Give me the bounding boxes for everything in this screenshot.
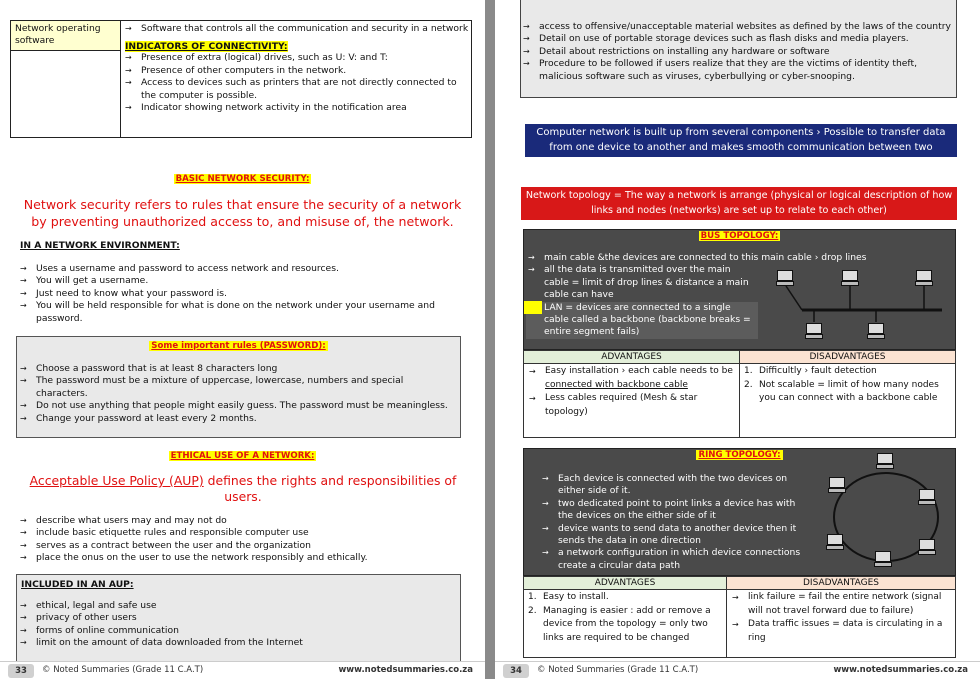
environment-item: → You will be held responsible for what is done on the network under your username and password. <box>18 300 463 325</box>
nos-definition: → Software that controls all the communication and security in a network <box>123 23 469 35</box>
indicator-item: → Indicator showing network activity in the notification area <box>123 102 469 114</box>
bus-dis-num: 1. <box>744 366 753 376</box>
page-34 <box>495 0 980 679</box>
nos-table <box>10 20 472 138</box>
bus-advantage: → Less cables required (Mesh & star topology) <box>527 392 736 419</box>
environment-item: → You will get a username. <box>18 275 463 287</box>
ring-item: → Each device is connected with the two devices on either side of it. <box>540 473 812 498</box>
bus-adv-header: ADVANTAGES <box>524 351 740 364</box>
security-definition: Network security refers to rules that ensure the security of a network by preventing unauthorized access to, and misuse of, the network. <box>23 197 462 229</box>
aup-continued-box <box>520 0 957 98</box>
ring-advantage-text: Easy to install. <box>543 592 609 602</box>
ring-disadvantage: → Data traffic issues = data is circulating in a ring <box>730 618 952 645</box>
aup-item: → describe what users may and may not do <box>18 515 463 527</box>
bus-advantage-underlined: connected with backbone cable <box>545 379 688 390</box>
footer-brand: © Noted Summaries (Grade 11 C.A.T) <box>537 665 699 675</box>
included-item: → privacy of other users <box>18 612 460 624</box>
footer-left <box>0 661 485 679</box>
bus-advantage: → Easy installation › each cable needs to be connected with backbone cable <box>527 365 736 392</box>
ring-advantage <box>527 591 723 605</box>
bus-disadvantage <box>743 365 952 379</box>
page-33 <box>0 0 485 679</box>
indicator-item: → Presence of extra (logical) drives, such as U: V: and T: <box>123 52 469 64</box>
ring-adv-header: ADVANTAGES <box>524 577 727 590</box>
ring-adv-table <box>523 576 956 658</box>
password-rule: → The password must be a mixture of uppercase, lowercase, numbers and special characters. <box>18 375 456 400</box>
included-item: → forms of online communication <box>18 625 460 637</box>
environment-item: → Just need to know what your password is. <box>18 288 463 300</box>
ring-topology-list <box>540 473 812 572</box>
bus-item: → LAN = devices are connected to a single cable called a backbone (backbone breaks = entire segment fails) <box>526 302 758 339</box>
ring-computer-icon <box>826 534 844 551</box>
ring-advantage <box>527 605 723 646</box>
bus-advantages-cell <box>524 364 740 438</box>
bus-computer-icon <box>867 323 885 340</box>
ring-adv-num: 2. <box>528 605 537 616</box>
included-aup-box <box>16 574 461 664</box>
ring-computer-icon <box>918 539 936 556</box>
ring-advantage-text: Managing is easier : add or remove a device from the topology = only two links are required to be changed <box>543 605 711 643</box>
bus-adv-table <box>523 350 956 438</box>
aup-continued-item: → Procedure to be followed if users realize that they are the victims of identity theft, malicious software such as viruses, cyberbullying or cyber-snooping. <box>521 58 952 83</box>
footer-brand: © Noted Summaries (Grade 11 C.A.T) <box>42 665 204 675</box>
ethical-title-wrap <box>0 450 485 461</box>
included-aup-title: INCLUDED IN AN AUP: <box>21 579 134 590</box>
password-rules-title: Some important rules (PASSWORD): <box>151 341 326 351</box>
ethical-title: ETHICAL USE OF A NETWORK: <box>170 451 315 461</box>
bus-topology-title: BUS TOPOLOGY: <box>700 231 779 241</box>
aup-continued-item: → access to offensive/unacceptable material websites as defined by the laws of the country <box>521 21 952 33</box>
bus-disadvantage-text: Not scalable = limit of how many nodes you can connect with a backbone cable <box>759 379 939 403</box>
environment-item: → Uses a username and password to access network and resources. <box>18 263 463 275</box>
components-banner <box>525 124 957 168</box>
bus-item: → all the data is transmitted over the main cable = limit of drop lines & distance a main cable can have <box>526 264 758 301</box>
ring-computer-icon <box>876 453 894 470</box>
bus-computer-icon <box>776 270 794 287</box>
ring-disadvantages-cell <box>727 590 956 658</box>
nos-term-filler <box>11 51 121 137</box>
page-number: 34 <box>503 664 529 678</box>
password-rules-box <box>16 336 461 438</box>
indicator-item: → Access to devices such as printers that are not directly connected to the computer is possible. <box>123 77 469 102</box>
ring-topology-title: RING TOPOLOGY: <box>698 450 781 460</box>
ring-computer-icon <box>874 551 892 568</box>
ring-computer-icon <box>918 489 936 506</box>
indicators-heading: INDICATORS OF CONNECTIVITY: <box>125 41 288 53</box>
aup-continued-item: → Detail about restrictions on installing any hardware or software <box>521 46 952 58</box>
included-item: → ethical, legal and safe use <box>18 600 460 612</box>
topology-banner-text: Network topology = The way a network is arrange (physical or logical description of how links and nodes (networks) are set up to relate to each other) <box>525 190 953 216</box>
footer-right <box>495 661 980 679</box>
bus-disadvantage <box>743 379 952 406</box>
components-banner-text: Computer network is built up from several components › Possible to transfer data from one device to another and makes smooth communication between two different devices <box>536 127 946 168</box>
environment-heading: IN A NETWORK ENVIRONMENT: <box>20 240 180 251</box>
aup-item: → serves as a contract between the user and the organization <box>18 540 463 552</box>
bus-dis-num: 2. <box>744 379 753 390</box>
nos-content <box>123 23 469 114</box>
password-rule: → Change your password at least every 2 months. <box>18 413 456 425</box>
ring-computer-icon <box>828 477 846 494</box>
ring-item: → device wants to send data to another device then it sends the data in one direction <box>540 523 812 548</box>
aup-list <box>18 515 463 565</box>
page-number: 33 <box>8 664 34 678</box>
ring-topology-panel <box>523 448 956 576</box>
topology-banner <box>521 187 957 220</box>
environment-list <box>18 263 463 325</box>
bus-disadvantage-text: Difficultly › fault detection <box>759 366 877 376</box>
nos-term-cell <box>11 21 121 51</box>
footer-site-link[interactable]: www.notedsummaries.co.za <box>833 665 968 675</box>
ring-adv-num: 1. <box>528 592 537 602</box>
ring-disadvantage: → link failure = fail the entire network (signal will not travel forward due to failure) <box>730 591 952 618</box>
bus-dis-header: DISADVANTAGES <box>740 351 956 364</box>
ring-item: → a network configuration in which device connections create a circular data path <box>540 547 812 572</box>
bus-topology-panel <box>523 229 956 350</box>
ring-item: → two dedicated point to point links a device has with the devices on the either side of it <box>540 498 812 523</box>
aup-link[interactable]: Acceptable Use Policy (AUP) <box>29 473 204 488</box>
aup-item: → include basic etiquette rules and responsible computer use <box>18 527 463 539</box>
indicator-item: → Presence of other computers in the network. <box>123 65 469 77</box>
aup-heading-rest: defines the rights and responsibilities of users. <box>203 473 457 504</box>
ring-dis-header: DISADVANTAGES <box>727 577 956 590</box>
footer-site-link[interactable]: www.notedsummaries.co.za <box>338 665 473 675</box>
aup-item: → place the onus on the user to use the network responsibly and ethically. <box>18 552 463 564</box>
bus-computer-icon <box>805 323 823 340</box>
password-rule: → Choose a password that is at least 8 characters long <box>18 363 456 375</box>
nos-term: Network operating software <box>15 23 101 46</box>
bus-computer-icon <box>915 270 933 287</box>
basic-security-title: BASIC NETWORK SECURITY: <box>175 174 310 184</box>
password-rule: → Do not use anything that people might easily guess. The password must be meaningless. <box>18 400 456 412</box>
bus-disadvantages-cell <box>740 364 956 438</box>
aup-continued-item: → Detail on use of portable storage devices such as flash disks and media players. <box>521 33 952 45</box>
included-item: → limit on the amount of data downloaded from the Internet <box>18 637 460 649</box>
basic-security-title-wrap <box>0 173 485 184</box>
ring-advantages-cell <box>524 590 727 658</box>
bus-computer-icon <box>841 270 859 287</box>
bus-item: → main cable &the devices are connected to this main cable › drop lines <box>526 252 876 264</box>
aup-heading <box>28 473 458 505</box>
bus-arrow-marker <box>524 301 542 314</box>
